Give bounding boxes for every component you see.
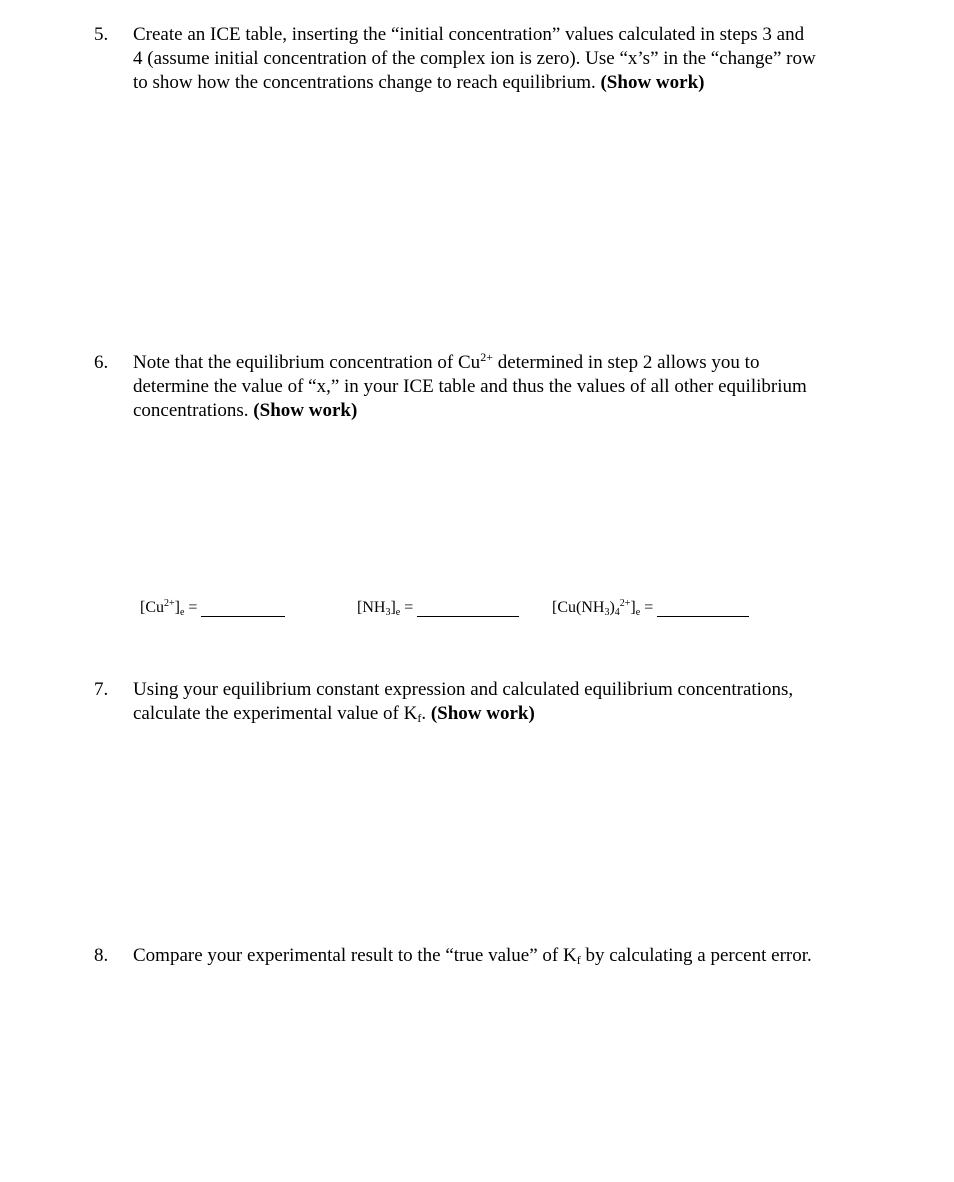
show-work-label: (Show work) <box>430 703 535 724</box>
line: Using your equilibrium constant expression and calculated equilibrium concentrations, <box>133 679 794 700</box>
answer-blanks <box>0 598 954 628</box>
charge: 2+ <box>480 350 493 364</box>
equals: = <box>400 599 414 616</box>
text: Note that the equilibrium concentration of Cu <box>133 352 481 373</box>
complex-equilibrium-answer <box>552 598 749 617</box>
show-work-label: (Show work) <box>253 400 358 421</box>
subscript: e <box>395 607 401 618</box>
show-work-label: (Show work) <box>600 72 705 93</box>
text: concentrations. <box>133 400 254 421</box>
question-number: 7. <box>94 679 109 700</box>
subscript: e <box>635 607 641 618</box>
text: ] <box>390 599 396 616</box>
text: determined in step 2 allows you to <box>492 352 760 373</box>
text: Compare your experimental result to the “true value” of K <box>133 945 577 966</box>
equals: = <box>184 599 198 616</box>
subscript: 3 <box>385 607 391 618</box>
question-number: 6. <box>94 352 109 373</box>
line: determine the value of “x,” in your ICE table and thus the values of all other equilibrium <box>133 376 807 397</box>
question-text <box>133 678 857 726</box>
line <box>133 702 857 726</box>
answer-blank[interactable] <box>417 598 519 617</box>
question-number: 8. <box>94 945 109 966</box>
charge: 2+ <box>619 598 631 609</box>
line <box>133 351 857 375</box>
text: ) <box>609 599 615 616</box>
subscript: f <box>576 953 581 967</box>
answer-blank[interactable] <box>201 598 285 617</box>
text: calculate the experimental value of K <box>133 703 418 724</box>
text: . <box>421 703 431 724</box>
text: to show how the concentrations change to reach equilibrium. <box>133 72 601 93</box>
text: ] <box>174 599 180 616</box>
line <box>133 71 857 95</box>
equals: = <box>640 599 654 616</box>
line <box>133 944 857 968</box>
question-text <box>133 23 857 95</box>
text: [Cu <box>140 599 164 616</box>
answer-blank[interactable] <box>657 598 749 617</box>
question-number: 5. <box>94 24 109 45</box>
nh3-equilibrium-answer <box>357 598 519 617</box>
line: 4 (assume initial concentration of the complex ion is zero). Use “x’s” in the “change” row <box>133 48 816 69</box>
text: ] <box>630 599 636 616</box>
charge: 2+ <box>164 598 175 609</box>
text: [Cu(NH <box>552 599 605 616</box>
text: by calculating a percent error. <box>580 945 812 966</box>
subscript: 3 <box>604 607 610 618</box>
cu-equilibrium-answer <box>140 598 285 617</box>
subscript: 4 <box>614 607 620 618</box>
subscript: f <box>417 711 422 725</box>
subscript: e <box>179 607 185 618</box>
line: Create an ICE table, inserting the “initial concentration” values calculated in steps 3 and <box>133 24 805 45</box>
line <box>133 399 857 423</box>
question-text <box>133 944 857 968</box>
question-text <box>133 351 857 423</box>
text: [NH <box>357 599 386 616</box>
